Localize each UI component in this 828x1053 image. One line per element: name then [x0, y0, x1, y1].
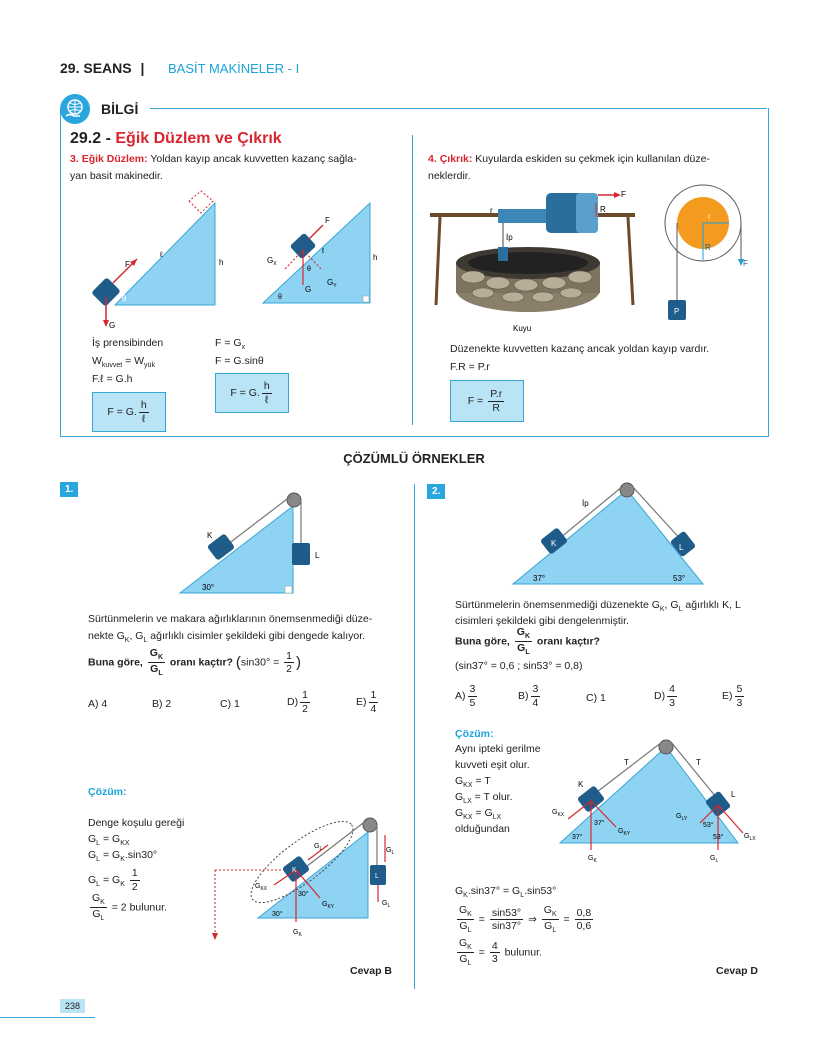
d2-g-label: G	[305, 285, 312, 294]
q2-text-1: Sürtünmelerin önemsenmediği düzenekte $G_K$, $G_L$ ağırlıklı K, L	[455, 599, 741, 613]
q1-solution-title: Çözüm:	[88, 786, 127, 798]
q1s-angle-2: 30°	[298, 891, 309, 898]
incline-diagram-1	[85, 185, 235, 335]
force-length-equation: F.ℓ = G.h	[92, 373, 133, 385]
incline-number: 3.	[70, 153, 79, 165]
d2-gy-label: $G_Y$	[327, 278, 337, 289]
d2-f-label: F	[325, 216, 330, 225]
wheel-F-label: F	[743, 259, 748, 268]
q2-eq-2: $\frac{G_K}{G_L}$ = $\frac{\sin 53^\circ}{\sin 37^\circ}$ ⇒ $\frac{G_K}{G_L}$ = $\frac{0,8}{0,6}$	[459, 904, 592, 934]
section-title: Eğik Düzlem ve Çıkrık	[115, 130, 282, 147]
f-equals-gsin: F = G.sinθ	[215, 355, 264, 367]
q2s-t-label-1: T	[624, 758, 629, 767]
q1s-gky-label: $G_{KY}$	[322, 901, 335, 910]
d2-theta-label-2: θ	[307, 266, 311, 273]
page-number: 238	[60, 999, 85, 1013]
q2-sol-line-6: olduğundan	[455, 823, 510, 835]
d2-h-label: h	[373, 253, 378, 262]
d2-l-label: ℓ	[322, 248, 325, 255]
q2-ip-label: İp	[582, 499, 589, 508]
q2-eq-1: $G_K.\sin 37^\circ = G_L.\sin 53^\circ$	[455, 885, 557, 899]
q1-sol-line-3: $G_L = G_K.\sin 30^\circ$	[88, 849, 158, 863]
footer-line	[0, 1017, 95, 1018]
q1-k-label: K	[207, 531, 213, 540]
q2s-gl-label: $G_L$	[710, 855, 719, 864]
q2-solution-title: Çözüm:	[455, 728, 494, 740]
q2-hint: (sin37° = 0,6 ; sin53° = 0,8)	[455, 660, 583, 672]
q2-angle-2: 53°	[673, 574, 686, 583]
q2s-gkx-label: $G_{KX}$	[552, 809, 565, 818]
q2-option-a[interactable]: A) $\frac{3}{5}$	[455, 683, 476, 709]
q2-eq-3: $\frac{G_K}{G_L}$ = $\frac{4}{3}$ bulunur.	[459, 937, 542, 967]
q1s-angle-1: 30°	[272, 911, 283, 918]
q1s-gk-label: $G_K$	[293, 929, 302, 938]
q1-option-a[interactable]: A) 4	[88, 698, 108, 710]
incline-desc-2: yan basit makinedir.	[70, 170, 163, 182]
q2-option-e[interactable]: E) $\frac{5}{3}$	[722, 683, 743, 709]
d1-l-label: ℓ	[160, 250, 163, 259]
column-divider	[414, 484, 415, 989]
d1-g-label: G	[109, 321, 116, 330]
well-R-label: R	[600, 205, 606, 214]
q1-option-b[interactable]: B) 2	[152, 698, 172, 710]
q2-l-label: L	[679, 543, 684, 552]
d2-theta-label: θ	[278, 294, 282, 301]
windlass-note: Düzenekte kuvvetten kazanç ancak yoldan kayıp vardır.	[450, 343, 710, 355]
section-number: 29.2 -	[70, 130, 111, 147]
q2-sol-line-2: kuvveti eşit olur.	[455, 759, 530, 771]
d1-theta-label: θ	[122, 294, 127, 303]
q2s-angle-4: 53°	[713, 834, 724, 841]
q1-answer: Cevap B	[350, 965, 393, 977]
windlass-title: Çıkrık:	[439, 153, 473, 165]
topic-title: BASİT MAKİNELER - I	[168, 61, 300, 76]
q1-sol-line-1: Denge koşulu gereği	[88, 817, 185, 829]
wheel-R-label: R	[705, 243, 711, 252]
q1-number: 1.	[60, 482, 78, 497]
incline-triangle-2	[263, 203, 370, 303]
incline-title: Eğik Düzlem:	[81, 153, 148, 165]
q1s-gl-label-3: $G_L$	[382, 900, 391, 909]
q1-option-e[interactable]: E) $\frac{1}{4}$	[356, 689, 377, 715]
work-equation: $W_{kuvvet} = W_{yük}$	[92, 355, 155, 369]
q1-angle-label: 30°	[202, 583, 215, 592]
windlass-formula-box: F = $\frac{P.r}{R}$	[450, 380, 524, 422]
q1s-gkx-label: $G_{KX}$	[255, 883, 268, 892]
wheel-P-label: P	[674, 307, 680, 316]
q2s-angle-1: 37°	[572, 834, 583, 841]
header-separator: |	[140, 60, 145, 76]
q1s-l-label: L	[375, 873, 379, 880]
bilgi-label: BİLGİ	[101, 101, 139, 117]
well-r-label: r	[490, 206, 493, 215]
q1-l-label: L	[315, 551, 320, 560]
q2-option-d[interactable]: D) $\frac{4}{3}$	[654, 683, 675, 709]
d1-f-label: F	[125, 260, 130, 269]
q1-option-d[interactable]: D) $\frac{1}{2}$	[287, 689, 308, 715]
q2-solution-figure	[548, 735, 768, 865]
q2s-angle-3: 53°	[703, 822, 714, 829]
bilgi-divider	[412, 135, 413, 425]
q2-option-c[interactable]: C) 1	[586, 692, 606, 704]
q1-figure	[175, 488, 325, 598]
wheel-r-label: r	[708, 212, 711, 221]
windlass-desc-1: Kuyularda eskiden su çekmek için kullanılan düze-	[475, 153, 710, 165]
q1-text-2: nekte $G_K$, $G_L$ ağırlıklı cisimler şekildeki gibi dengede kalıyor.	[88, 630, 366, 644]
q2s-angle-2: 37°	[594, 820, 605, 827]
q2-number: 2.	[427, 484, 445, 499]
solved-examples-title: ÇÖZÜMLÜ ÖRNEKLER	[343, 451, 485, 466]
q1s-gl-label: $G_L$	[314, 843, 323, 852]
q2-answer: Cevap D	[716, 965, 759, 977]
q1-sol-line-5: $\frac{G_K}{G_L}$ = 2 bulunur.	[92, 892, 167, 922]
q2-text-2: cisimleri şekildeki gibi dengelenmiştir.	[455, 615, 629, 627]
session-label: 29. SEANS	[60, 60, 132, 76]
f-equals-gx: $F = G_x$	[215, 337, 246, 351]
incline-formula-box-2: F = G. $\frac{h}{\text{ℓ}}$	[215, 373, 289, 413]
well-kuyu-label: Kuyu	[513, 324, 532, 333]
q2-k-label: K	[551, 539, 557, 548]
q1s-k-label: K	[292, 867, 297, 874]
q2-figure	[505, 480, 710, 590]
q2s-t-label-2: T	[696, 758, 701, 767]
q2-sol-line-1: Aynı ipteki gerilme	[455, 743, 541, 755]
q2-sol-line-4: $G_{LX} = T$ olur.	[455, 791, 513, 805]
q2s-gky-label: $G_{KY}$	[618, 828, 631, 837]
q1-text-1: Sürtünmelerin ve makara ağırlıklarının önemsenmediği düze-	[88, 613, 373, 625]
well-F-label: F	[621, 190, 626, 199]
windlass-number: 4.	[428, 153, 437, 165]
bilgi-top-line	[150, 108, 767, 109]
q2s-l-label: L	[731, 790, 736, 799]
work-principle: İş prensibinden	[92, 337, 164, 349]
q1s-gl-label-2: $G_L$	[386, 847, 395, 856]
q1-option-c[interactable]: C) 1	[220, 698, 240, 710]
q2s-gk-label: $G_K$	[588, 855, 597, 864]
q1-sol-line-2: $G_L = G_{KX}$	[88, 833, 130, 847]
q2s-gly-label: $G_{LY}$	[676, 813, 688, 822]
q2-question: Buna göre, $\frac{G_K}{G_L}$ oranı kaçtır?	[455, 626, 600, 656]
bilgi-icon	[60, 94, 90, 124]
q2s-glx-label: $G_{LX}$	[744, 833, 756, 842]
well-diagram	[428, 185, 643, 335]
wheel-diagram	[660, 180, 760, 325]
incline-formula-box-1: F = G. $\frac{h}{\text{ℓ}}$	[92, 392, 166, 432]
q2s-k-label: K	[578, 780, 584, 789]
q1-question: Buna göre, $\frac{G_K}{G_L}$ oranı kaçtır? (sin30° = $\frac{1}{2}$ )	[88, 647, 301, 677]
q1-sol-line-4: $G_L = G_K$ $\frac{1}{2}$	[88, 867, 138, 893]
q2-option-b[interactable]: B) $\frac{3}{4}$	[518, 683, 539, 709]
q1-solution-figure	[210, 810, 405, 945]
incline-desc-1: Yoldan kayıp ancak kuvvetten kazanç sağla-	[150, 153, 357, 165]
d2-gx-label: $G_X$	[267, 256, 277, 267]
q2-angle-1: 37°	[533, 574, 546, 583]
d1-h-label: h	[219, 258, 224, 267]
incline-diagram-2	[255, 195, 380, 310]
incline-triangle-1	[115, 203, 215, 305]
windlass-desc-2: neklerdir.	[428, 170, 471, 182]
well-ip-label: İp	[506, 233, 513, 242]
q2-sol-line-3: $G_{KX} = T$	[455, 775, 491, 789]
q1-block-l	[292, 543, 310, 565]
q2-sol-line-5: $G_{KX} = G_{LX}$	[455, 807, 502, 821]
windlass-equation: F.R = P.r	[450, 361, 490, 373]
